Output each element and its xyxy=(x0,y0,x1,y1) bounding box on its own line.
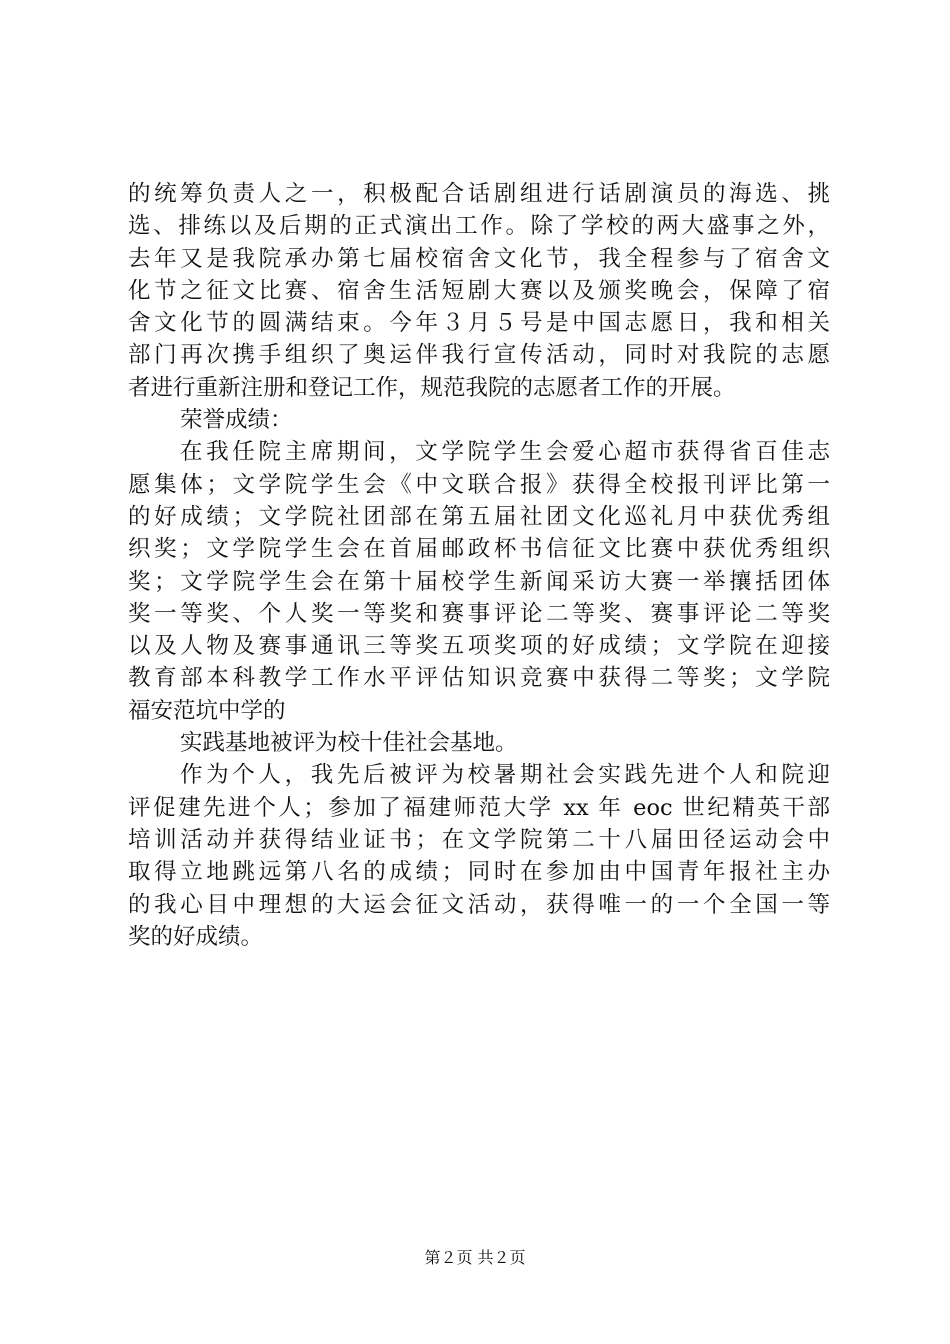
text-line: 在我任院主席期间，文学院学生会爱心超市获得省百佳志 xyxy=(180,439,830,466)
text-line: 福安范坑中学的 xyxy=(128,697,286,724)
text-line: 实践基地被评为校十佳社会基地。 xyxy=(180,730,518,757)
text-line: 愿集体；文学院学生会《中文联合报》获得全校报刊评比第一 xyxy=(128,471,830,498)
text-line: 织奖；文学院学生会在首届邮政杯书信征文比赛中获优秀组织 xyxy=(128,536,830,563)
text-line: 教育部本科教学工作水平评估知识竞赛中获得二等奖；文学院 xyxy=(128,665,830,692)
text-line: 以及人物及赛事通讯三等奖五项奖项的好成绩；文学院在迎接 xyxy=(128,633,830,660)
page-number-footer: 第２页 共２页 xyxy=(424,1248,526,1267)
text-line: 作为个人，我先后被评为校暑期社会实践先进个人和院迎 xyxy=(180,762,830,789)
text-line: 培训活动并获得结业证书；在文学院第二十八届田径运动会中 xyxy=(128,826,830,853)
text-line: 的统筹负责人之一，积极配合话剧组进行话剧演员的海选、挑 xyxy=(128,181,830,207)
body-text xyxy=(128,178,830,953)
text-line: 去年又是我院承办第七届校宿舍文化节，我全程参与了宿舍文 xyxy=(128,245,830,272)
text-line: 化节之征文比赛、宿舍生活短剧大赛以及颁奖晚会，保障了宿 xyxy=(128,277,830,304)
text-line: 奖一等奖、个人奖一等奖和赛事评论二等奖、赛事评论二等奖 xyxy=(128,600,830,627)
section-heading: 荣誉成绩： xyxy=(180,407,293,434)
text-line: 部门再次携手组织了奥运伴我行宣传活动，同时对我院的志愿 xyxy=(128,342,830,369)
text-line: 者进行重新注册和登记工作，规范我院的志愿者工作的开展。 xyxy=(128,374,736,401)
text-line: 选、排练以及后期的正式演出工作。除了学校的两大盛事之外， xyxy=(128,213,830,240)
text-line: 的我心目中理想的大运会征文活动，获得唯一的一个全国一等 xyxy=(128,891,830,918)
text-line: 舍文化节的圆满结束。今年３月５号是中国志愿日，我和相关 xyxy=(128,310,830,337)
text-line: 奖的好成绩。 xyxy=(128,923,264,950)
text-line: 评促建先进个人；参加了福建师范大学 xx 年 eoc 世纪精英干部 xyxy=(128,794,830,821)
text-line: 奖；文学院学生会在第十届校学生新闻采访大赛一举攘括团体 xyxy=(128,568,830,595)
text-line: 取得立地跳远第八名的成绩；同时在参加由中国青年报社主办 xyxy=(128,859,830,886)
text-line: 的好成绩；文学院社团部在第五届社团文化巡礼月中获优秀组 xyxy=(128,503,830,530)
